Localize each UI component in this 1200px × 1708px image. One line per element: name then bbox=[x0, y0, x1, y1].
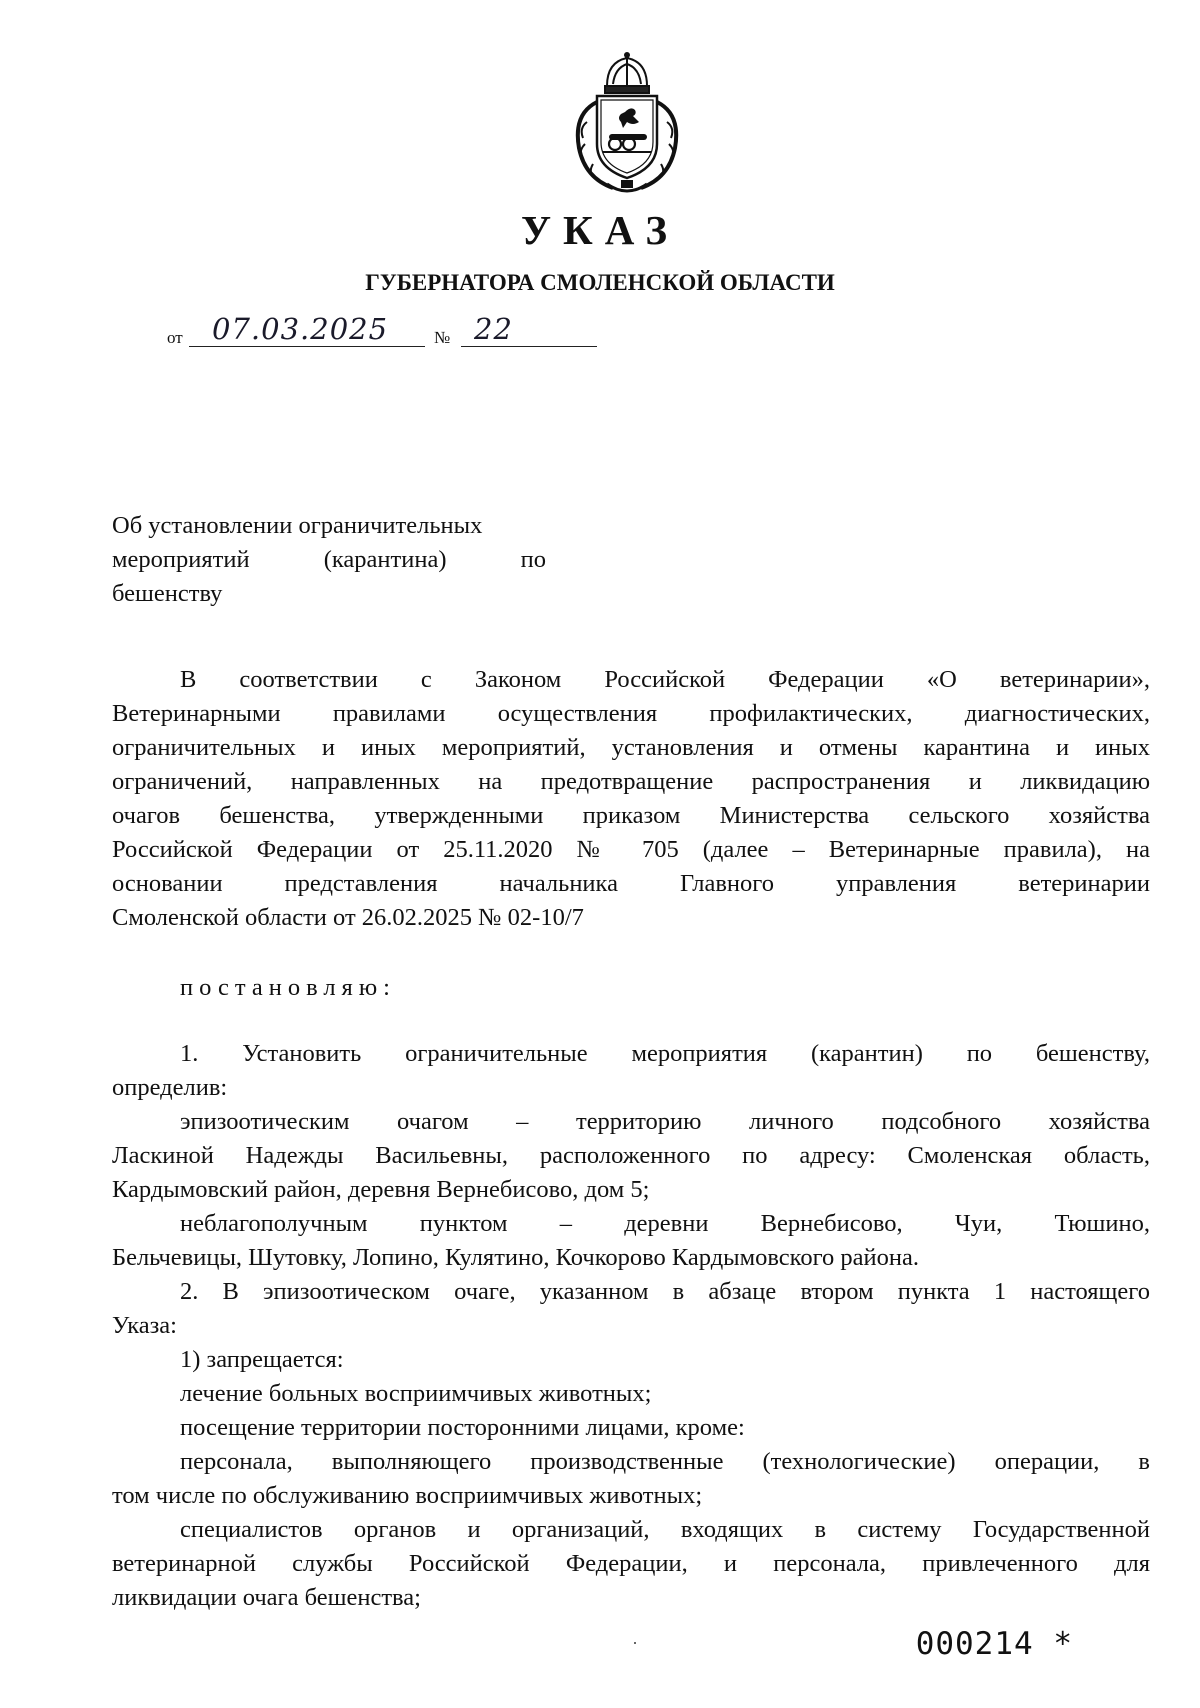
number-underline bbox=[461, 346, 597, 347]
subject-word: мероприятий bbox=[112, 546, 250, 573]
body-line: очагов бешенства, утвержденными приказом Министерства сельского хозяйства bbox=[112, 802, 1150, 829]
date-number-line bbox=[167, 312, 607, 350]
body-line: 1. Установить ограничительные мероприятия (карантин) по бешенству, bbox=[180, 1040, 1150, 1067]
subject-line: бешенству bbox=[112, 580, 223, 607]
body-line: Указа: bbox=[112, 1312, 177, 1339]
body-line: определив: bbox=[112, 1074, 228, 1101]
body-line: Смоленской области от 26.02.2025 № 02-10/7 bbox=[112, 904, 584, 931]
subject-line bbox=[112, 543, 546, 577]
subject-line: Об установлении ограничительных bbox=[112, 512, 483, 539]
subject-word: по bbox=[520, 546, 547, 573]
body-line: персонала, выполняющего производственные (технологические) операции, в bbox=[180, 1448, 1150, 1475]
body-line: том числе по обслуживанию восприимчивых животных; bbox=[112, 1482, 703, 1509]
body-line: В соответствии с Законом Российской Федерации «О ветеринарии», bbox=[180, 666, 1150, 693]
decree-word: постановляю: bbox=[180, 974, 396, 1001]
body-line: специалистов органов и организаций, входящих в систему Государственной bbox=[180, 1516, 1150, 1543]
subject-word: (карантина) bbox=[323, 546, 447, 573]
document-subject bbox=[112, 509, 546, 611]
document-issuer: ГУБЕРНАТОРА СМОЛЕНСКОЙ ОБЛАСТИ bbox=[365, 270, 835, 295]
body-line: Ласкиной Надежды Васильевны, расположенного по адресу: Смоленская область, bbox=[112, 1142, 1150, 1169]
body-line: Российской Федерации от 25.11.2020 № 705 (далее – Ветеринарные правила), на bbox=[112, 836, 1150, 863]
body-line: 1) запрещается: bbox=[180, 1346, 344, 1373]
body-line: Бельчевицы, Шутовку, Лопино, Кулятино, Кочкорово Кардымовского района. bbox=[112, 1244, 919, 1271]
body-line: неблагополучным пунктом – деревни Вернебисово, Чуи, Тюшино, bbox=[180, 1210, 1150, 1237]
body-line: Ветеринарными правилами осуществления профилактических, диагностических, bbox=[112, 700, 1150, 727]
document-title: УКАЗ bbox=[520, 207, 680, 253]
body-line: посещение территории посторонними лицами, кроме: bbox=[180, 1414, 745, 1441]
body-line: ограничительных и иных мероприятий, установления и отмены карантина и иных bbox=[112, 734, 1150, 761]
handwritten-date: 07.03.2025 bbox=[212, 312, 389, 346]
date-label: от bbox=[167, 328, 183, 347]
body-line: основании представления начальника Главного управления ветеринарии bbox=[112, 870, 1150, 897]
date-underline bbox=[189, 346, 425, 347]
handwritten-number: 22 bbox=[474, 312, 513, 346]
body-line: лечение больных восприимчивых животных; bbox=[180, 1380, 652, 1407]
body-line: ветеринарной службы Российской Федерации, и персонала, привлеченного для bbox=[112, 1550, 1150, 1577]
document-body bbox=[112, 663, 1150, 1615]
body-line: 2. В эпизоотическом очаге, указанном в абзаце втором пункта 1 настоящего bbox=[180, 1278, 1150, 1305]
form-serial-number: 000214 * bbox=[915, 1626, 1073, 1662]
body-line: ограничений, направленных на предотвращение распространения и ликвидацию bbox=[112, 768, 1150, 795]
scan-speck bbox=[634, 1642, 636, 1644]
coat-of-arms-emblem bbox=[563, 52, 691, 200]
body-line: ликвидации очага бешенства; bbox=[112, 1584, 421, 1611]
body-line: Кардымовский район, деревня Вернебисово, дом 5; bbox=[112, 1176, 650, 1203]
number-label: № bbox=[434, 328, 451, 347]
body-line: эпизоотическим очагом – территорию личного подсобного хозяйства bbox=[180, 1108, 1150, 1135]
